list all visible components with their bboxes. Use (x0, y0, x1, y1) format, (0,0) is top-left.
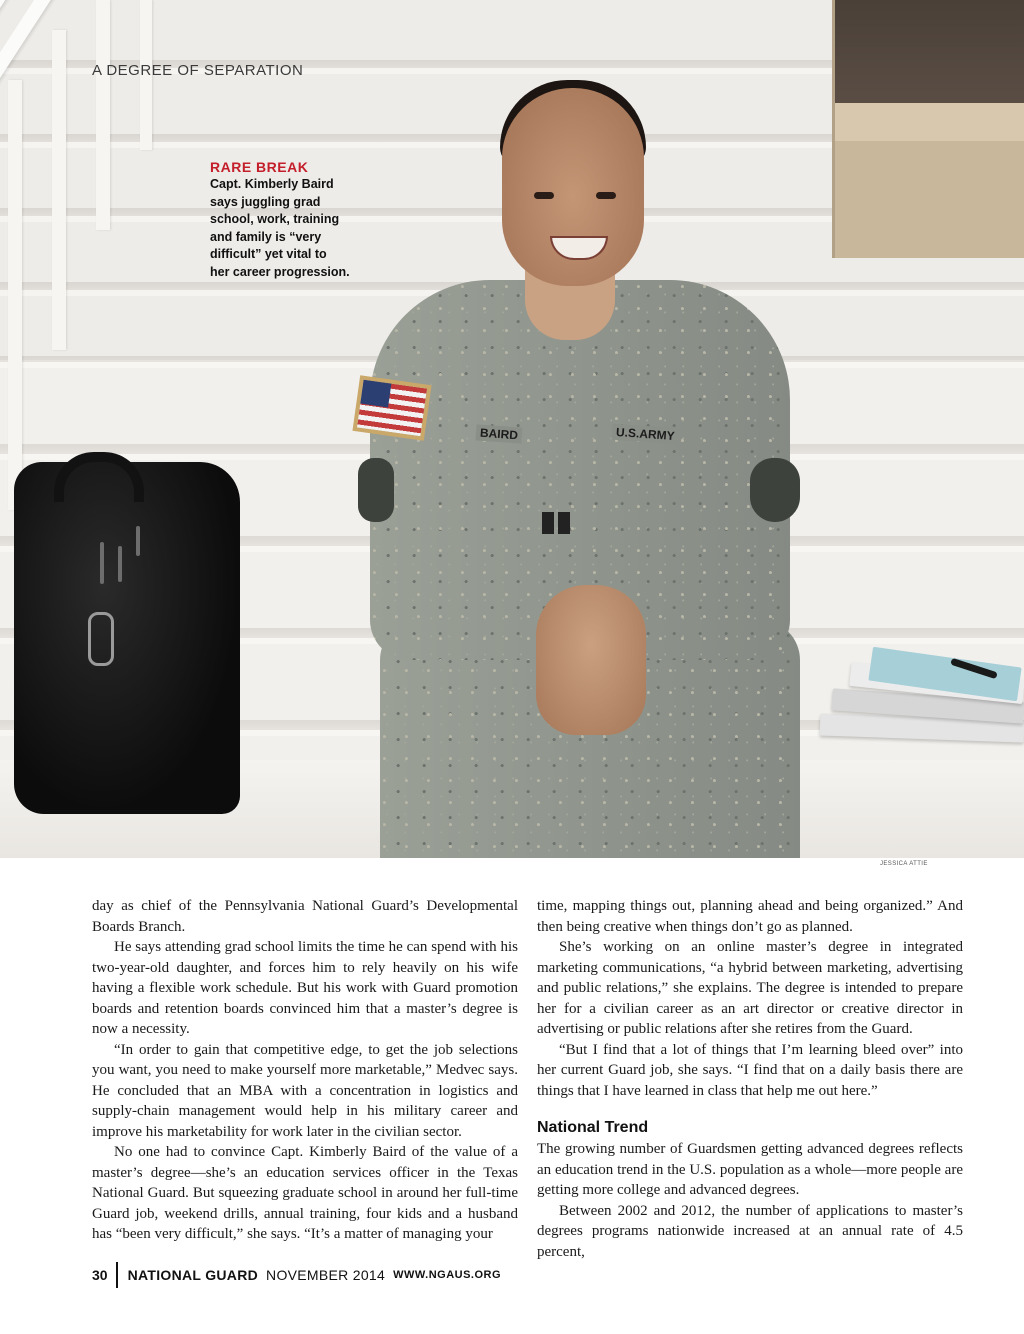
paragraph: “But I find that a lot of things that I’m learning bleed over” into her current Guard job, she says. “I find that on a daily basis there are things that I have learned in class that help me out here.” (537, 1041, 963, 1099)
caption-line: difficult” yet vital to (210, 247, 327, 261)
caption-line: her career progression. (210, 264, 350, 279)
soldier-portrait (350, 80, 810, 858)
paragraph: No one had to convince Capt. Kimberly Baird of the value of a master’s degree—she’s an education services officer in the Texas National Guard. But squeezing graduate school in around her full-time Guard job, weekend drills, annual training, four kids and a husband has “been very difficult,” she says. “It’s a matter of managing your (92, 1144, 518, 1242)
clasped-hands (536, 585, 646, 735)
banister-post (52, 30, 66, 350)
photo-caption (210, 158, 370, 281)
left-column (92, 896, 518, 1245)
page-footer (92, 1262, 501, 1288)
page-number: 30 (92, 1267, 108, 1283)
banister-post (96, 0, 110, 230)
running-head: A DEGREE OF SEPARATION (92, 62, 304, 79)
texas-guard-patch (750, 458, 800, 522)
zipper-pull (100, 542, 104, 584)
strap-clip (88, 612, 114, 666)
caption-text (210, 176, 370, 281)
subhead: National Trend (537, 1119, 649, 1136)
doorway-edge (832, 0, 835, 258)
paragraph: day as chief of the Pennsylvania National Guard’s Developmental Boards Branch. (92, 898, 518, 935)
doorway-trim (834, 103, 1024, 141)
eye (596, 192, 616, 199)
caption-line: Capt. Kimberly Baird (210, 177, 334, 191)
laptop-bag (14, 462, 240, 814)
paragraph: He says attending grad school limits the time he can spend with his two-year-old daughter, and forces him to rely heavily on his wife having a flexible work schedule. But his work with Guard promotion boards and retention boards convinced him that a master’s degree is now a necessity. (92, 939, 518, 1037)
photo-credit: JESSICA ATTIE (880, 861, 928, 867)
website-url: WWW.NGAUS.ORG (393, 1269, 502, 1281)
paragraph: She’s working on an online master’s degree in integrated marketing communications, “a hybrid between marketing, advertising and public relations,” she explains. The degree is intended to prepare her for a civilian career as an art director or creative director in advertising or public relations after she retires from the Guard. (537, 939, 963, 1037)
banister-post (8, 80, 22, 510)
doorway-shadow (834, 0, 1024, 103)
footer-divider (116, 1262, 118, 1288)
book-stack (810, 655, 1024, 755)
bag-handle (54, 452, 144, 502)
eye (534, 192, 554, 199)
magazine-name: NATIONAL GUARD (127, 1267, 259, 1283)
paragraph: Between 2002 and 2012, the number of applications to master’s degrees programs nationwide increased at an annual rate of 4.5 percent, (537, 1202, 963, 1260)
caption-line: school, work, training (210, 212, 340, 226)
branch-tape: U.S.ARMY (612, 424, 680, 445)
name-tape: BAIRD (475, 424, 522, 443)
caption-line: and family is “very (210, 229, 322, 244)
paragraph: The growing number of Guardsmen getting advanced degrees reflects an education trend in the U.S. population as a whole—more people are getting more college and advanced degrees. (537, 1141, 963, 1198)
captain-rank-insignia (542, 512, 554, 534)
right-column (537, 896, 963, 1262)
caption-line: says juggling grad (210, 194, 321, 209)
paragraph: “In order to gain that competitive edge, to get the job selections you want, you need to make yourself more marketable,” Medvec says. He concluded that an MBA with a concentration in logistics and supply-chain management would help in his military career and improve his marketability for work later in the civilian sector. (92, 1041, 518, 1140)
issue-date: NOVEMBER 2014 (266, 1267, 386, 1283)
zipper-pull (118, 546, 122, 582)
caption-kicker: RARE BREAK (210, 159, 309, 175)
zipper-pull (136, 526, 140, 556)
us-flag-patch (352, 375, 431, 440)
shoulder-patch (358, 458, 394, 522)
paragraph: time, mapping things out, planning ahead and being organized.” And then being creative when things don’t go as planned. (537, 898, 963, 935)
